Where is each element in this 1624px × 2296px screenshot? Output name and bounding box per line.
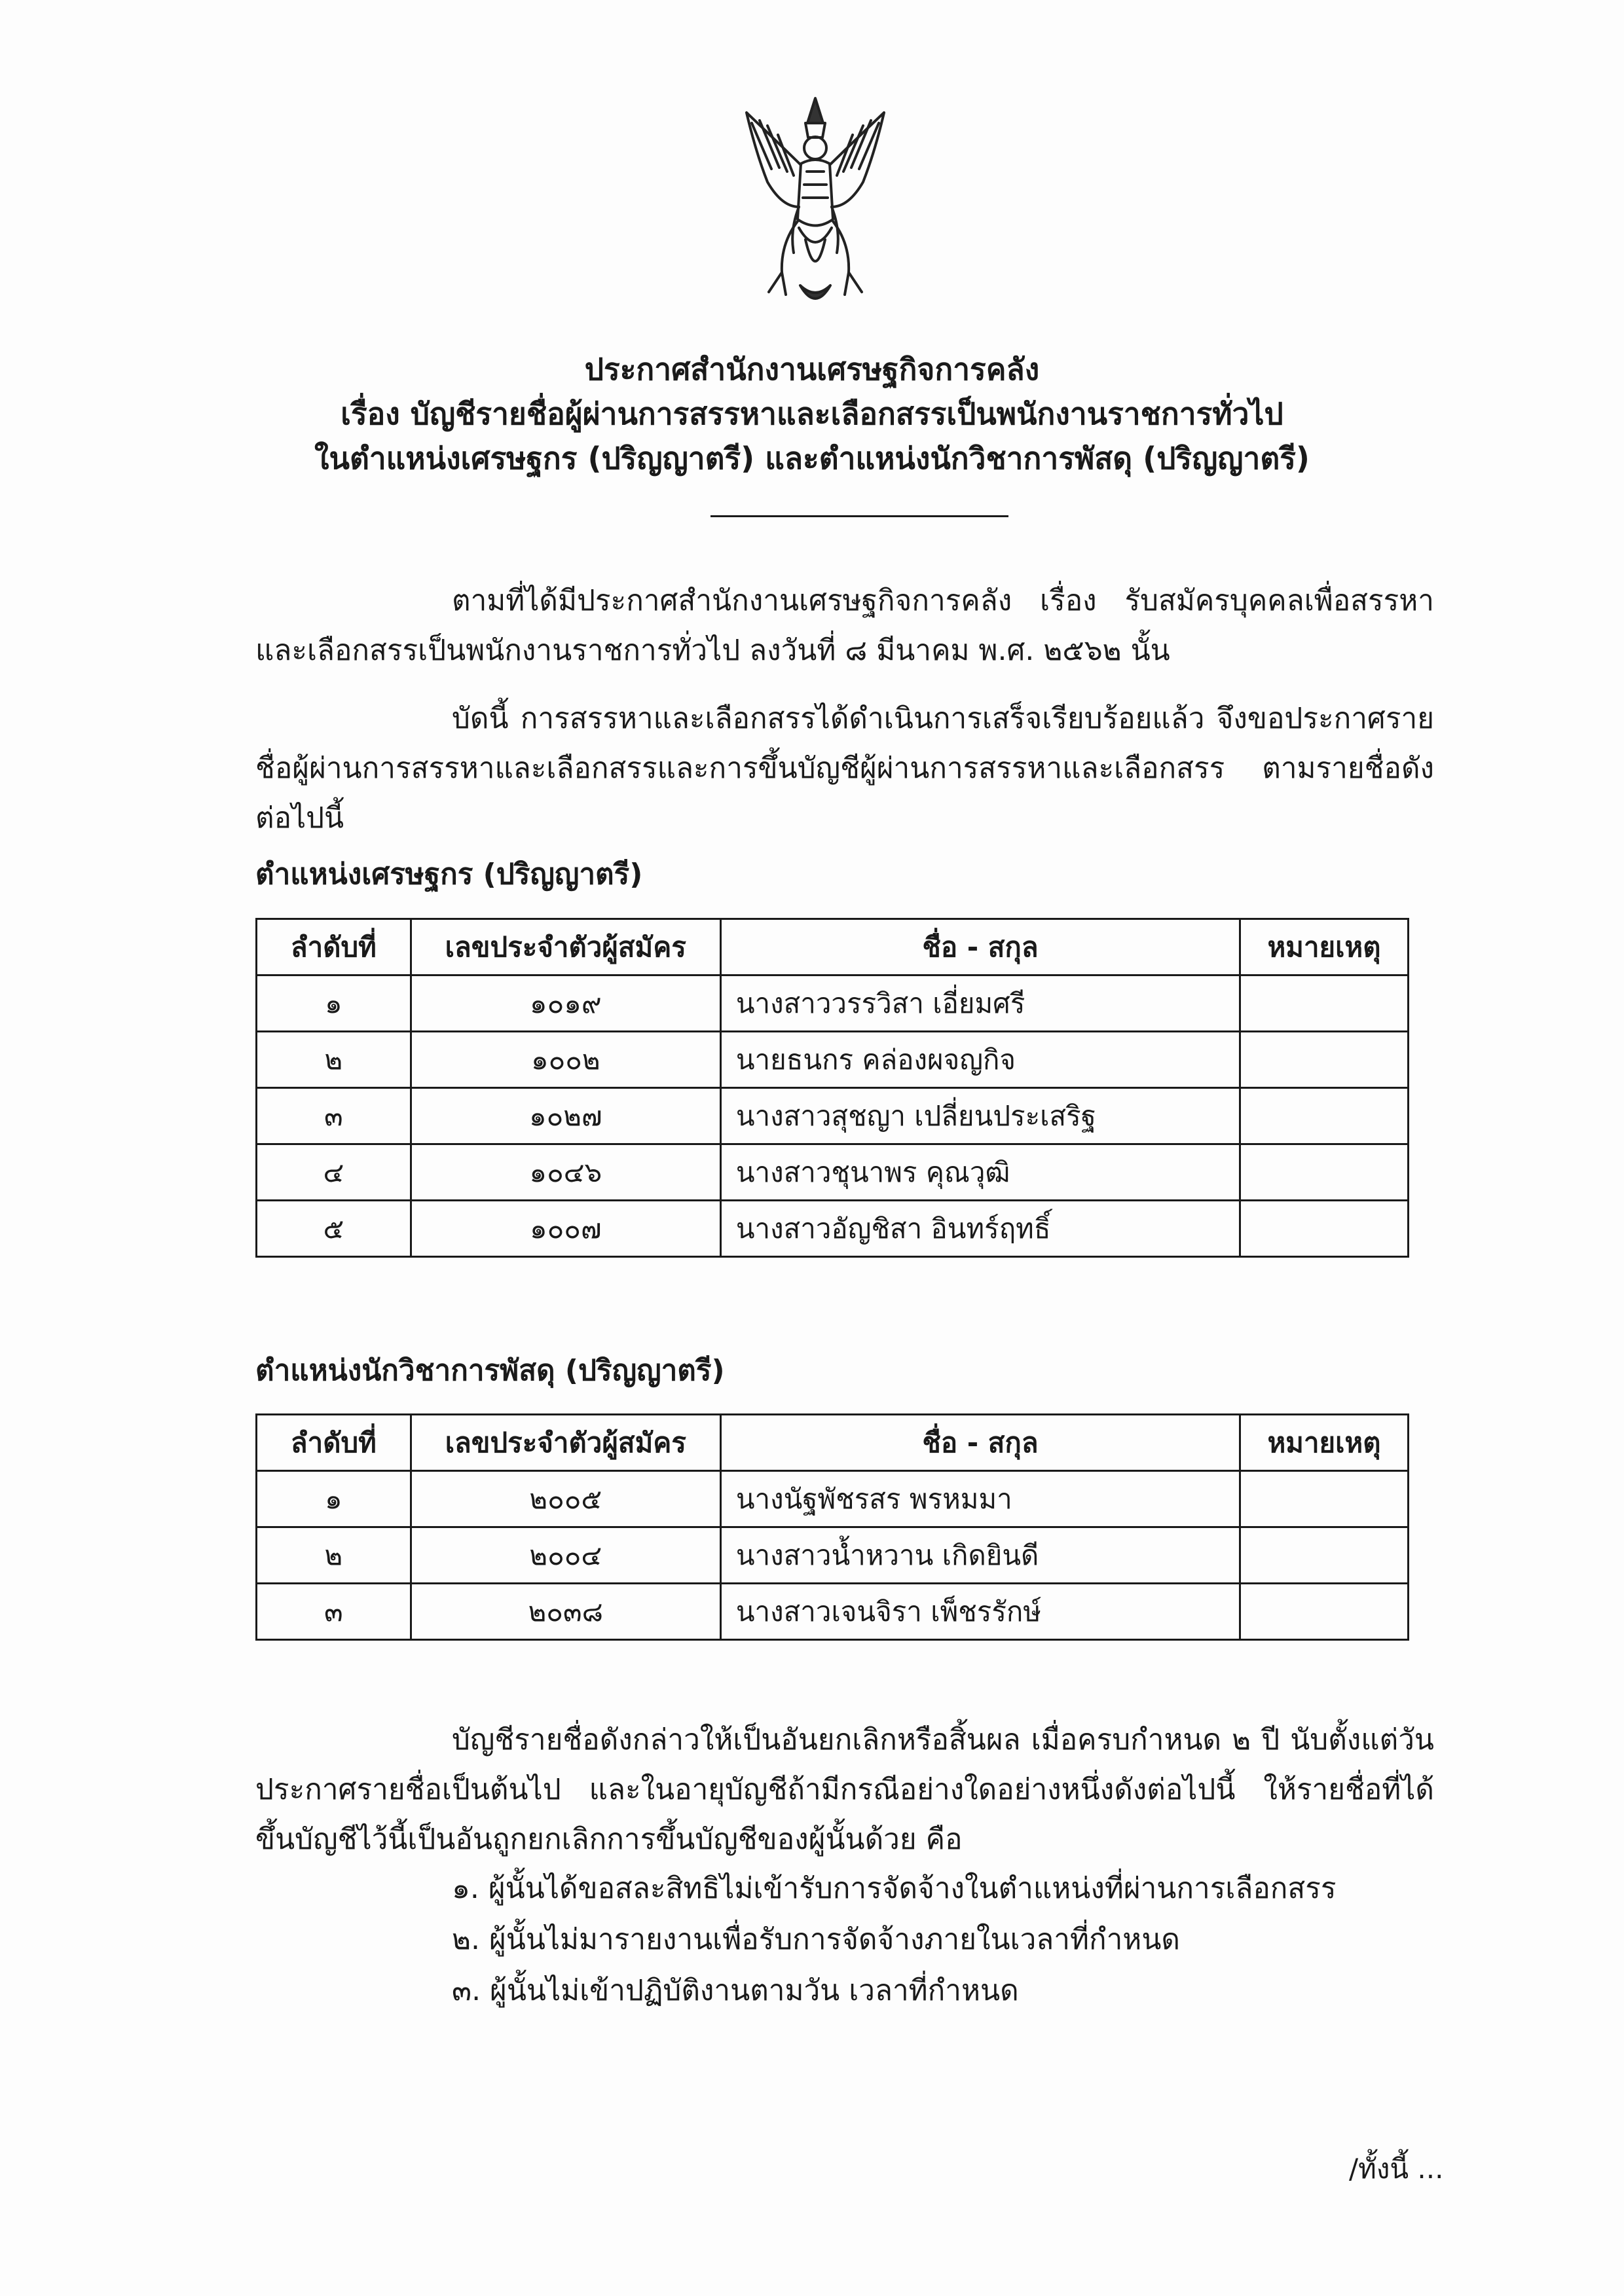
row-note (1240, 1032, 1409, 1088)
column-header-name: ชื่อ - สกุล (720, 919, 1240, 975)
table-row (257, 975, 1409, 1032)
row-name: นายธนกร คล่องผจญกิจ (720, 1032, 1240, 1088)
announcement-subject: เรื่อง บัญชีรายชื่อผู้ผ่านการสรรหาและเลือกสรรเป็นพนักงานราชการทั่วไป (341, 396, 1283, 431)
row-applicant-id: ๑๐๔๖ (411, 1144, 720, 1201)
garuda-emblem-icon (733, 92, 897, 314)
row-applicant-id: ๑๐๑๙ (411, 975, 720, 1032)
row-seq: ๑ (257, 975, 411, 1032)
row-name: นางสาววรรวิสา เอี่ยมศรี (720, 975, 1240, 1032)
row-name: นางสาวอัญชิสา อินทร์ฤทธิ์ (720, 1201, 1240, 1257)
row-applicant-id: ๒๐๐๔ (411, 1527, 720, 1584)
column-header-seq: ลำดับที่ (257, 1415, 411, 1471)
row-applicant-id: ๒๐๐๕ (411, 1471, 720, 1527)
row-note (1240, 1144, 1409, 1201)
row-note (1240, 1088, 1409, 1144)
column-header-applicant-id: เลขประจำตัวผู้สมัคร (411, 1415, 720, 1471)
intro-paragraph-2: บัดนี้ การสรรหาและเลือกสรรได้ดำเนินการเสร็จเรียบร้อยแล้ว จึงขอประกาศรายชื่อผู้ผ่านการสรรหาและเลือกสรรและการขึ้นบัญชีผู้ผ่านการสรรหาและเลือกสรร ตามรายชื่อดังต่อไปนี้ (255, 702, 1434, 835)
table-row (257, 1201, 1409, 1257)
announcement-positions: ในตำแหน่งเศรษฐกร (ปริญญาตรี) และตำแหน่งนักวิชาการพัสดุ (ปริญญาตรี) (314, 441, 1310, 476)
table-header-row (257, 1415, 1409, 1471)
intro-paragraph-1: ตามที่ได้มีประกาศสำนักงานเศรษฐกิจการคลัง เรื่อง รับสมัครบุคคลเพื่อสรรหาและเลือกสรรเป็นพนักงานราชการทั่วไป ลงวันที่ ๘ มีนาคม พ.ศ. ๒๕๖๒ นั้น (255, 584, 1434, 667)
row-seq: ๒ (257, 1032, 411, 1088)
row-seq: ๔ (257, 1144, 411, 1201)
condition-item-2: ๒. ผู้นั้นไม่มารายงานเพื่อรับการจัดจ้างภายในเวลาที่กำหนด (452, 1923, 1180, 1956)
procurement-section-title: ตำแหน่งนักวิชาการพัสดุ (ปริญญาตรี) (255, 1354, 725, 1387)
column-header-note: หมายเหตุ (1240, 1415, 1409, 1471)
row-seq: ๕ (257, 1201, 411, 1257)
economist-table (255, 918, 1409, 1258)
row-applicant-id: ๑๐๒๗ (411, 1088, 720, 1144)
economist-section-title: ตำแหน่งเศรษฐกร (ปริญญาตรี) (255, 858, 643, 891)
row-note (1240, 1584, 1409, 1640)
row-note (1240, 975, 1409, 1032)
row-applicant-id: ๑๐๐๒ (411, 1032, 720, 1088)
condition-item-1: ๑. ผู้นั้นได้ขอสละสิทธิไม่เข้ารับการจัดจ้างในตำแหน่งที่ผ่านการเลือกสรร (452, 1872, 1337, 1905)
row-name: นางสาวน้ำหวาน เกิดยินดี (720, 1527, 1240, 1584)
row-applicant-id: ๒๐๓๘ (411, 1584, 720, 1640)
column-header-seq: ลำดับที่ (257, 919, 411, 975)
row-name: นางสาวเจนจิรา เพ็ชรรักษ์ (720, 1584, 1240, 1640)
row-applicant-id: ๑๐๐๗ (411, 1201, 720, 1257)
title-divider (710, 515, 1008, 517)
row-name: นางสาวสุชญา เปลี่ยนประเสริฐ (720, 1088, 1240, 1144)
row-note (1240, 1201, 1409, 1257)
column-header-applicant-id: เลขประจำตัวผู้สมัคร (411, 919, 720, 975)
table-header-row (257, 919, 1409, 975)
announcement-title: ประกาศสำนักงานเศรษฐกิจการคลัง (584, 352, 1040, 387)
column-header-name: ชื่อ - สกุล (720, 1415, 1240, 1471)
row-name: นางสาวชุนาพร คุณวุฒิ (720, 1144, 1240, 1201)
row-note (1240, 1527, 1409, 1584)
table-row (257, 1584, 1409, 1640)
row-name: นางนัฐพัชรสร พรหมมา (720, 1471, 1240, 1527)
condition-item-3: ๓. ผู้นั้นไม่เข้าปฏิบัติงานตามวัน เวลาที่กำหนด (452, 1974, 1019, 2007)
table-row (257, 1471, 1409, 1527)
procurement-table (255, 1413, 1409, 1641)
table-row (257, 1144, 1409, 1201)
row-seq: ๓ (257, 1584, 411, 1640)
row-seq: ๓ (257, 1088, 411, 1144)
row-seq: ๑ (257, 1471, 411, 1527)
validity-paragraph: บัญชีรายชื่อดังกล่าวให้เป็นอันยกเลิกหรือสิ้นผล เมื่อครบกำหนด ๒ ปี นับตั้งแต่วันประกาศรายชื่อเป็นต้นไป และในอายุบัญชีถ้ามีกรณีอย่างใดอย่างหนึ่งดังต่อไปนี้ ให้รายชื่อที่ได้ขึ้นบัญชีไว้นี้เป็นอันถูกยกเลิกการขึ้นบัญชีของผู้นั้นด้วย คือ (255, 1723, 1434, 1856)
row-seq: ๒ (257, 1527, 411, 1584)
row-note (1240, 1471, 1409, 1527)
table-row (257, 1088, 1409, 1144)
table-row (257, 1527, 1409, 1584)
page-continuation: /ทั้งนี้ ... (1349, 2153, 1444, 2185)
column-header-note: หมายเหตุ (1240, 919, 1409, 975)
table-row (257, 1032, 1409, 1088)
